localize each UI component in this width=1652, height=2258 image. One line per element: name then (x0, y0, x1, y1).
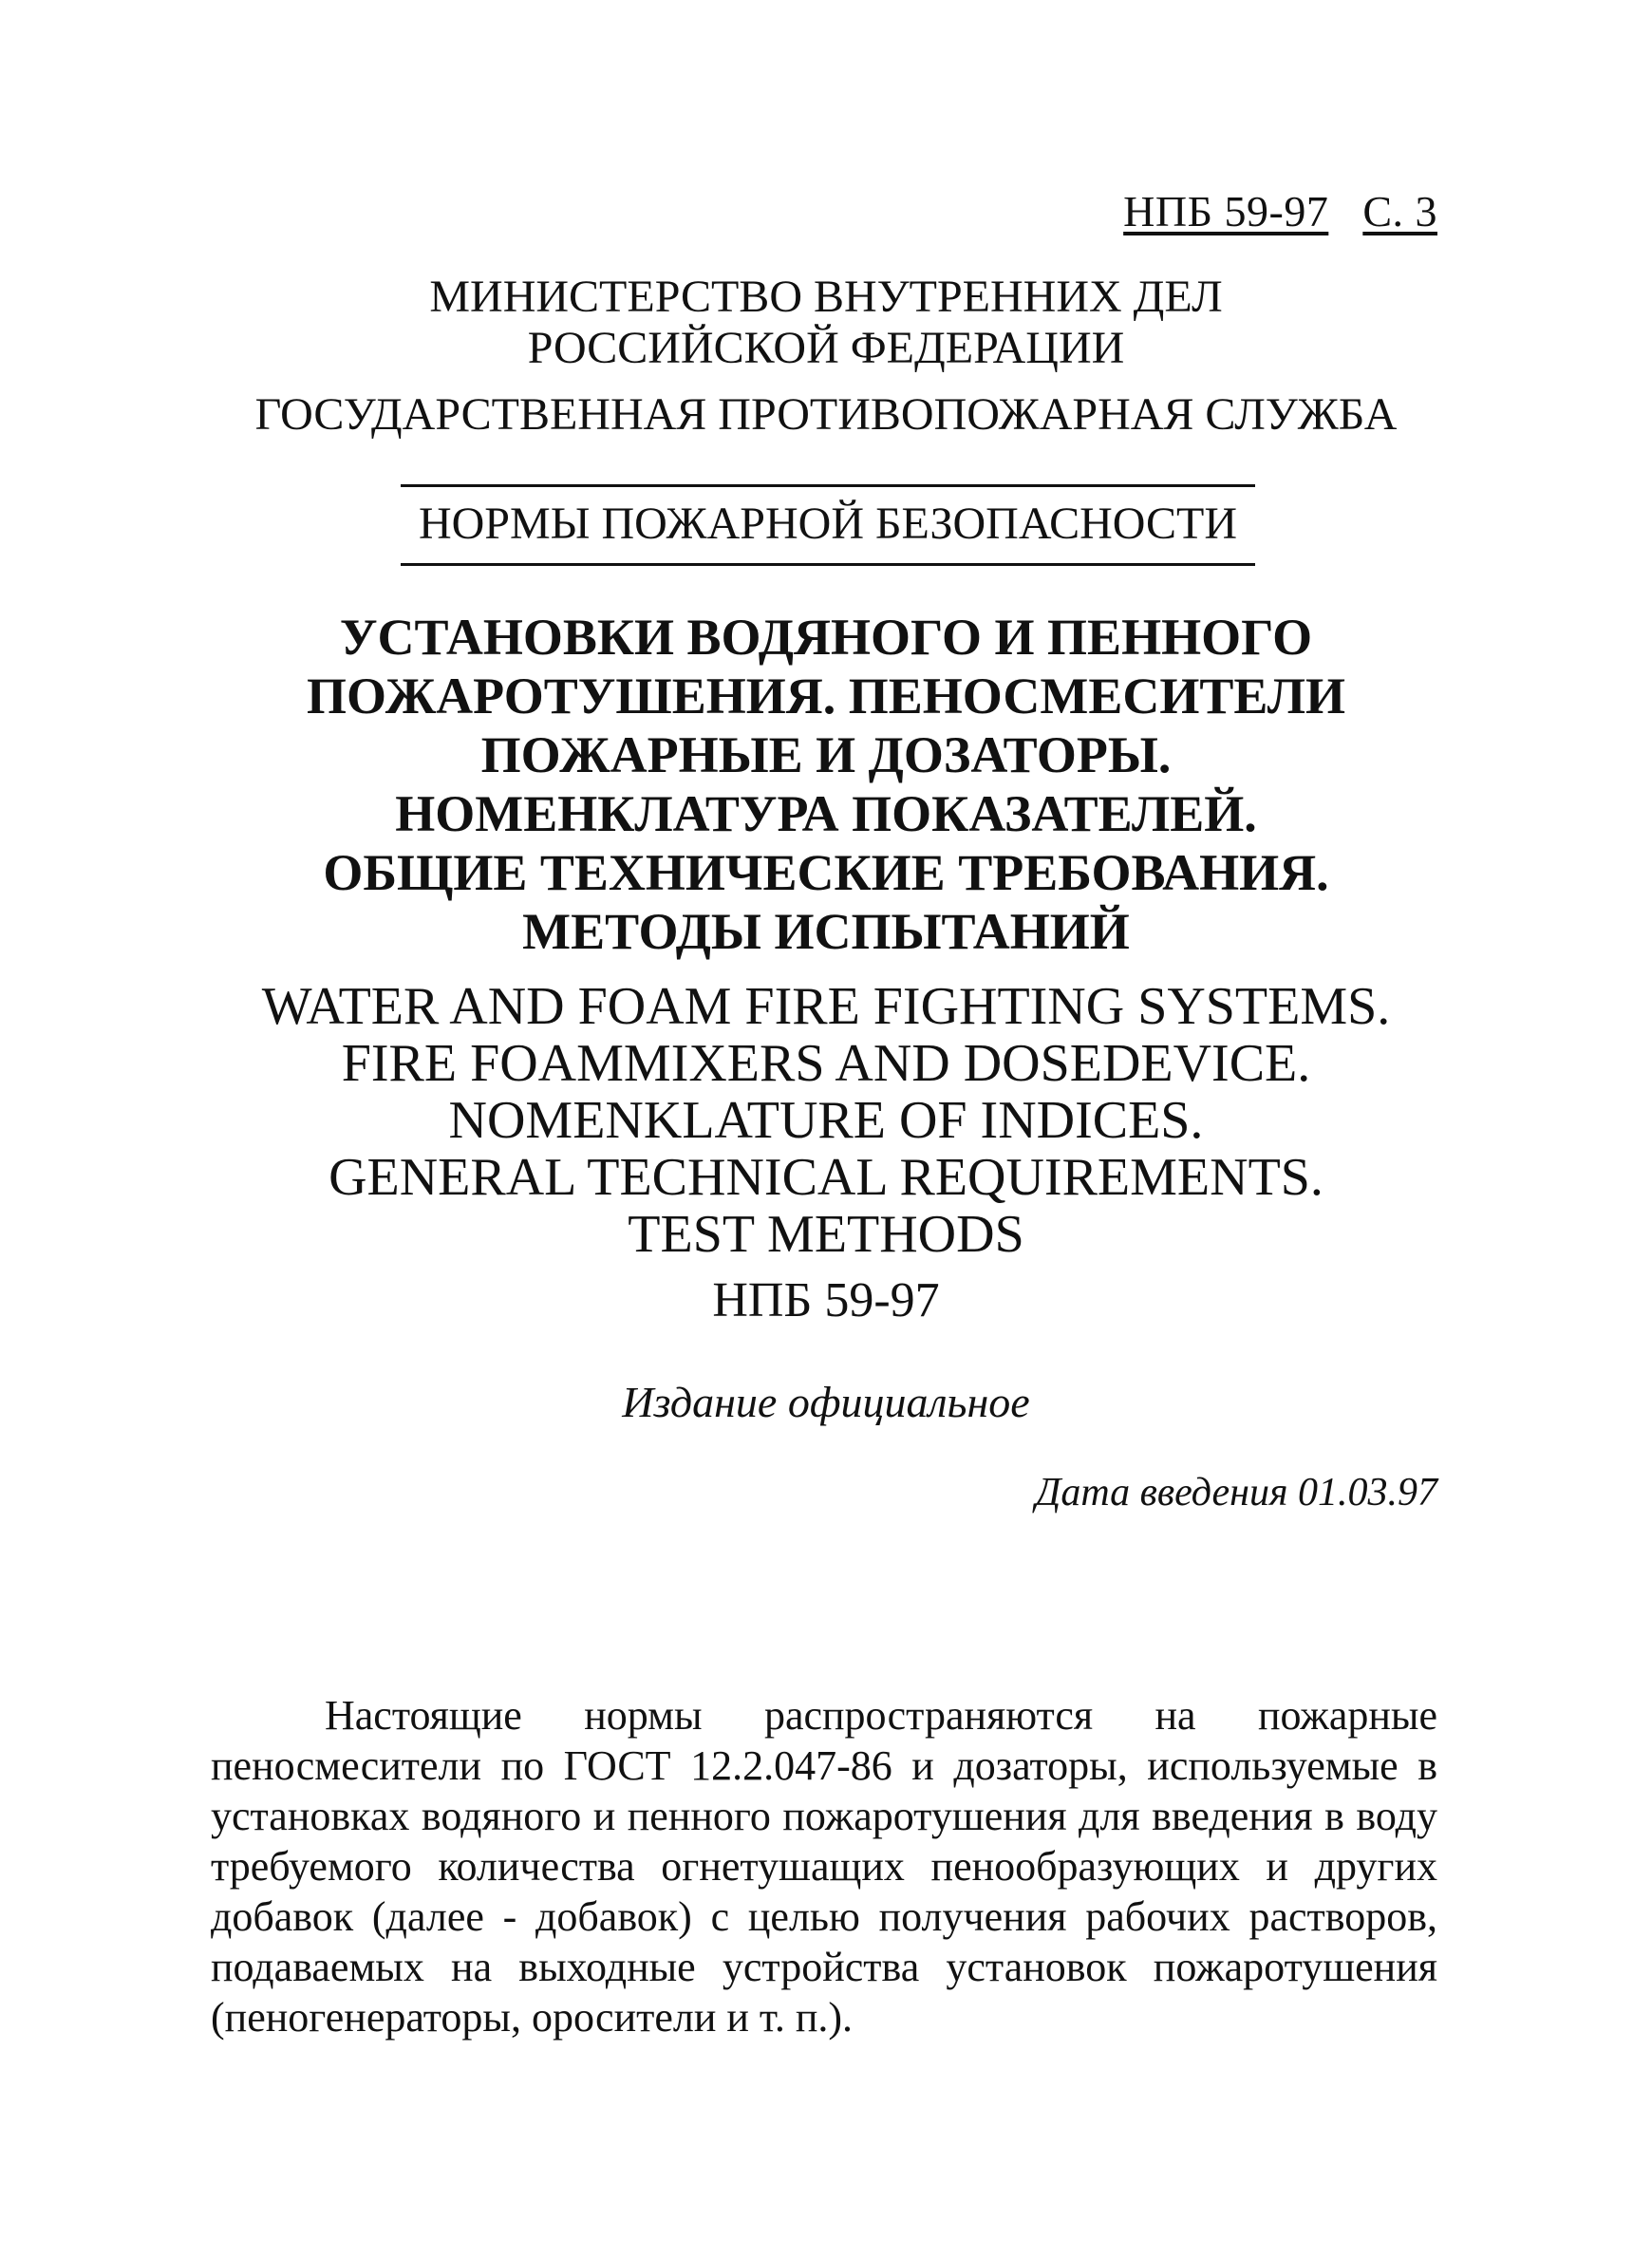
scope-paragraph: Настоящие нормы распространяются на пожарные пеносмесители по ГОСТ 12.2.047-86 и дозаторы, используемые в установках водяного и пенного пожаротушения для введения в воду требуемого количества огнетушащих пенообразующих и других добавок (далее - добавок) с целью получения рабочих растворов, подаваемых на выходные устройства установок пожаротушения (пеногенераторы, оросители и т. п.). (211, 1692, 1437, 2041)
official-edition-label: Издание официальное (622, 1378, 1030, 1426)
ministry-line: РОССИЙСКОЙ ФЕДЕРАЦИИ (527, 323, 1125, 373)
title-english (0, 978, 1652, 1263)
document-code: НПБ 59-97 (712, 1273, 940, 1327)
page-header-reference (1123, 186, 1437, 236)
title-ru-line: УСТАНОВКИ ВОДЯНОГО И ПЕННОГО (339, 609, 1313, 666)
title-ru-line: ОБЩИЕ ТЕХНИЧЕСКИЕ ТРЕБОВАНИЯ. (323, 844, 1329, 901)
title-ru-line: ПОЖАРОТУШЕНИЯ. ПЕНОСМЕСИТЕЛИ (307, 668, 1345, 724)
title-russian (0, 608, 1652, 961)
title-en-line: WATER AND FOAM FIRE FIGHTING SYSTEMS. (261, 977, 1391, 1036)
title-en-line: FIRE FOAMMIXERS AND DOSEDEVICE. (341, 1034, 1311, 1093)
service-name: ГОСУДАРСТВЕННАЯ ПРОТИВОПОЖАРНАЯ СЛУЖБА (254, 389, 1398, 440)
title-ru-line: МЕТОДЫ ИСПЫТАНИЙ (522, 903, 1130, 960)
ministry-name (0, 272, 1652, 374)
norms-heading: НОРМЫ ПОЖАРНОЙ БЕЗОПАСНОСТИ (401, 484, 1255, 566)
header-doc-code: НПБ 59-97 (1123, 187, 1329, 235)
header-page-number: С. 3 (1362, 187, 1437, 235)
title-en-line: NOMENKLATURE OF INDICES. (448, 1091, 1204, 1150)
title-en-line: GENERAL TECHNICAL REQUIREMENTS. (329, 1148, 1323, 1207)
introduction-date: Дата введения 01.03.97 (1035, 1471, 1437, 1515)
ministry-line: МИНИСТЕРСТВО ВНУТРЕННИХ ДЕЛ (429, 272, 1223, 322)
title-ru-line: ПОЖАРНЫЕ И ДОЗАТОРЫ. (480, 726, 1172, 783)
title-en-line: TEST METHODS (628, 1205, 1024, 1264)
title-ru-line: НОМЕНКЛАТУРА ПОКАЗАТЕЛЕЙ. (395, 785, 1257, 842)
